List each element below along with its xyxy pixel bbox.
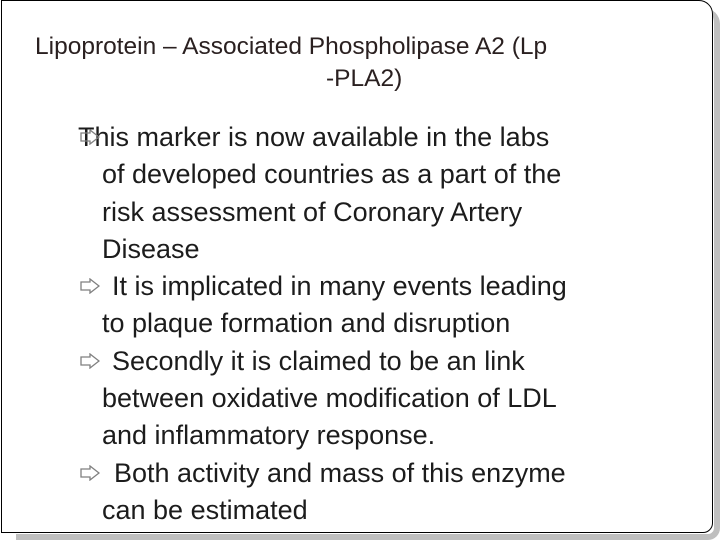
- slide-title-line-1: Lipoprotein – Associated Phospholipase A2 (Lp: [35, 33, 548, 60]
- bullet-item: [2, 455, 702, 530]
- bullet-line: risk assessment of Coronary Artery: [102, 196, 523, 227]
- bullet-line: This marker is now available in the labs: [78, 122, 550, 152]
- bullet-line: can be estimated: [102, 494, 308, 525]
- bullet-line: It is implicated in many events leading: [112, 271, 567, 302]
- pointing-arrow-icon: [80, 465, 100, 481]
- bullet-item: [2, 343, 702, 455]
- bullet-line: Both activity and mass of this enzyme: [114, 457, 566, 488]
- bullet-line: and inflammatory response.: [102, 420, 436, 451]
- slide-title-line-2: -PLA2): [326, 65, 403, 92]
- pointing-arrow-icon: [80, 353, 100, 369]
- bullet-item: [2, 119, 702, 268]
- bullet-line: to plaque formation and disruption: [102, 308, 511, 339]
- bullet-line: Secondly it is claimed to be an link: [112, 345, 525, 376]
- bullet-list: [2, 119, 702, 529]
- slide-frame: [1, 0, 713, 533]
- bullet-line: of developed countries as a part of the: [102, 159, 562, 190]
- bullet-line: Disease: [102, 233, 200, 264]
- bullet-line: between oxidative modification of LDL: [102, 383, 557, 414]
- pointing-arrow-icon: [80, 278, 100, 294]
- bullet-item: [2, 268, 702, 343]
- pointing-arrow-icon: [80, 129, 100, 145]
